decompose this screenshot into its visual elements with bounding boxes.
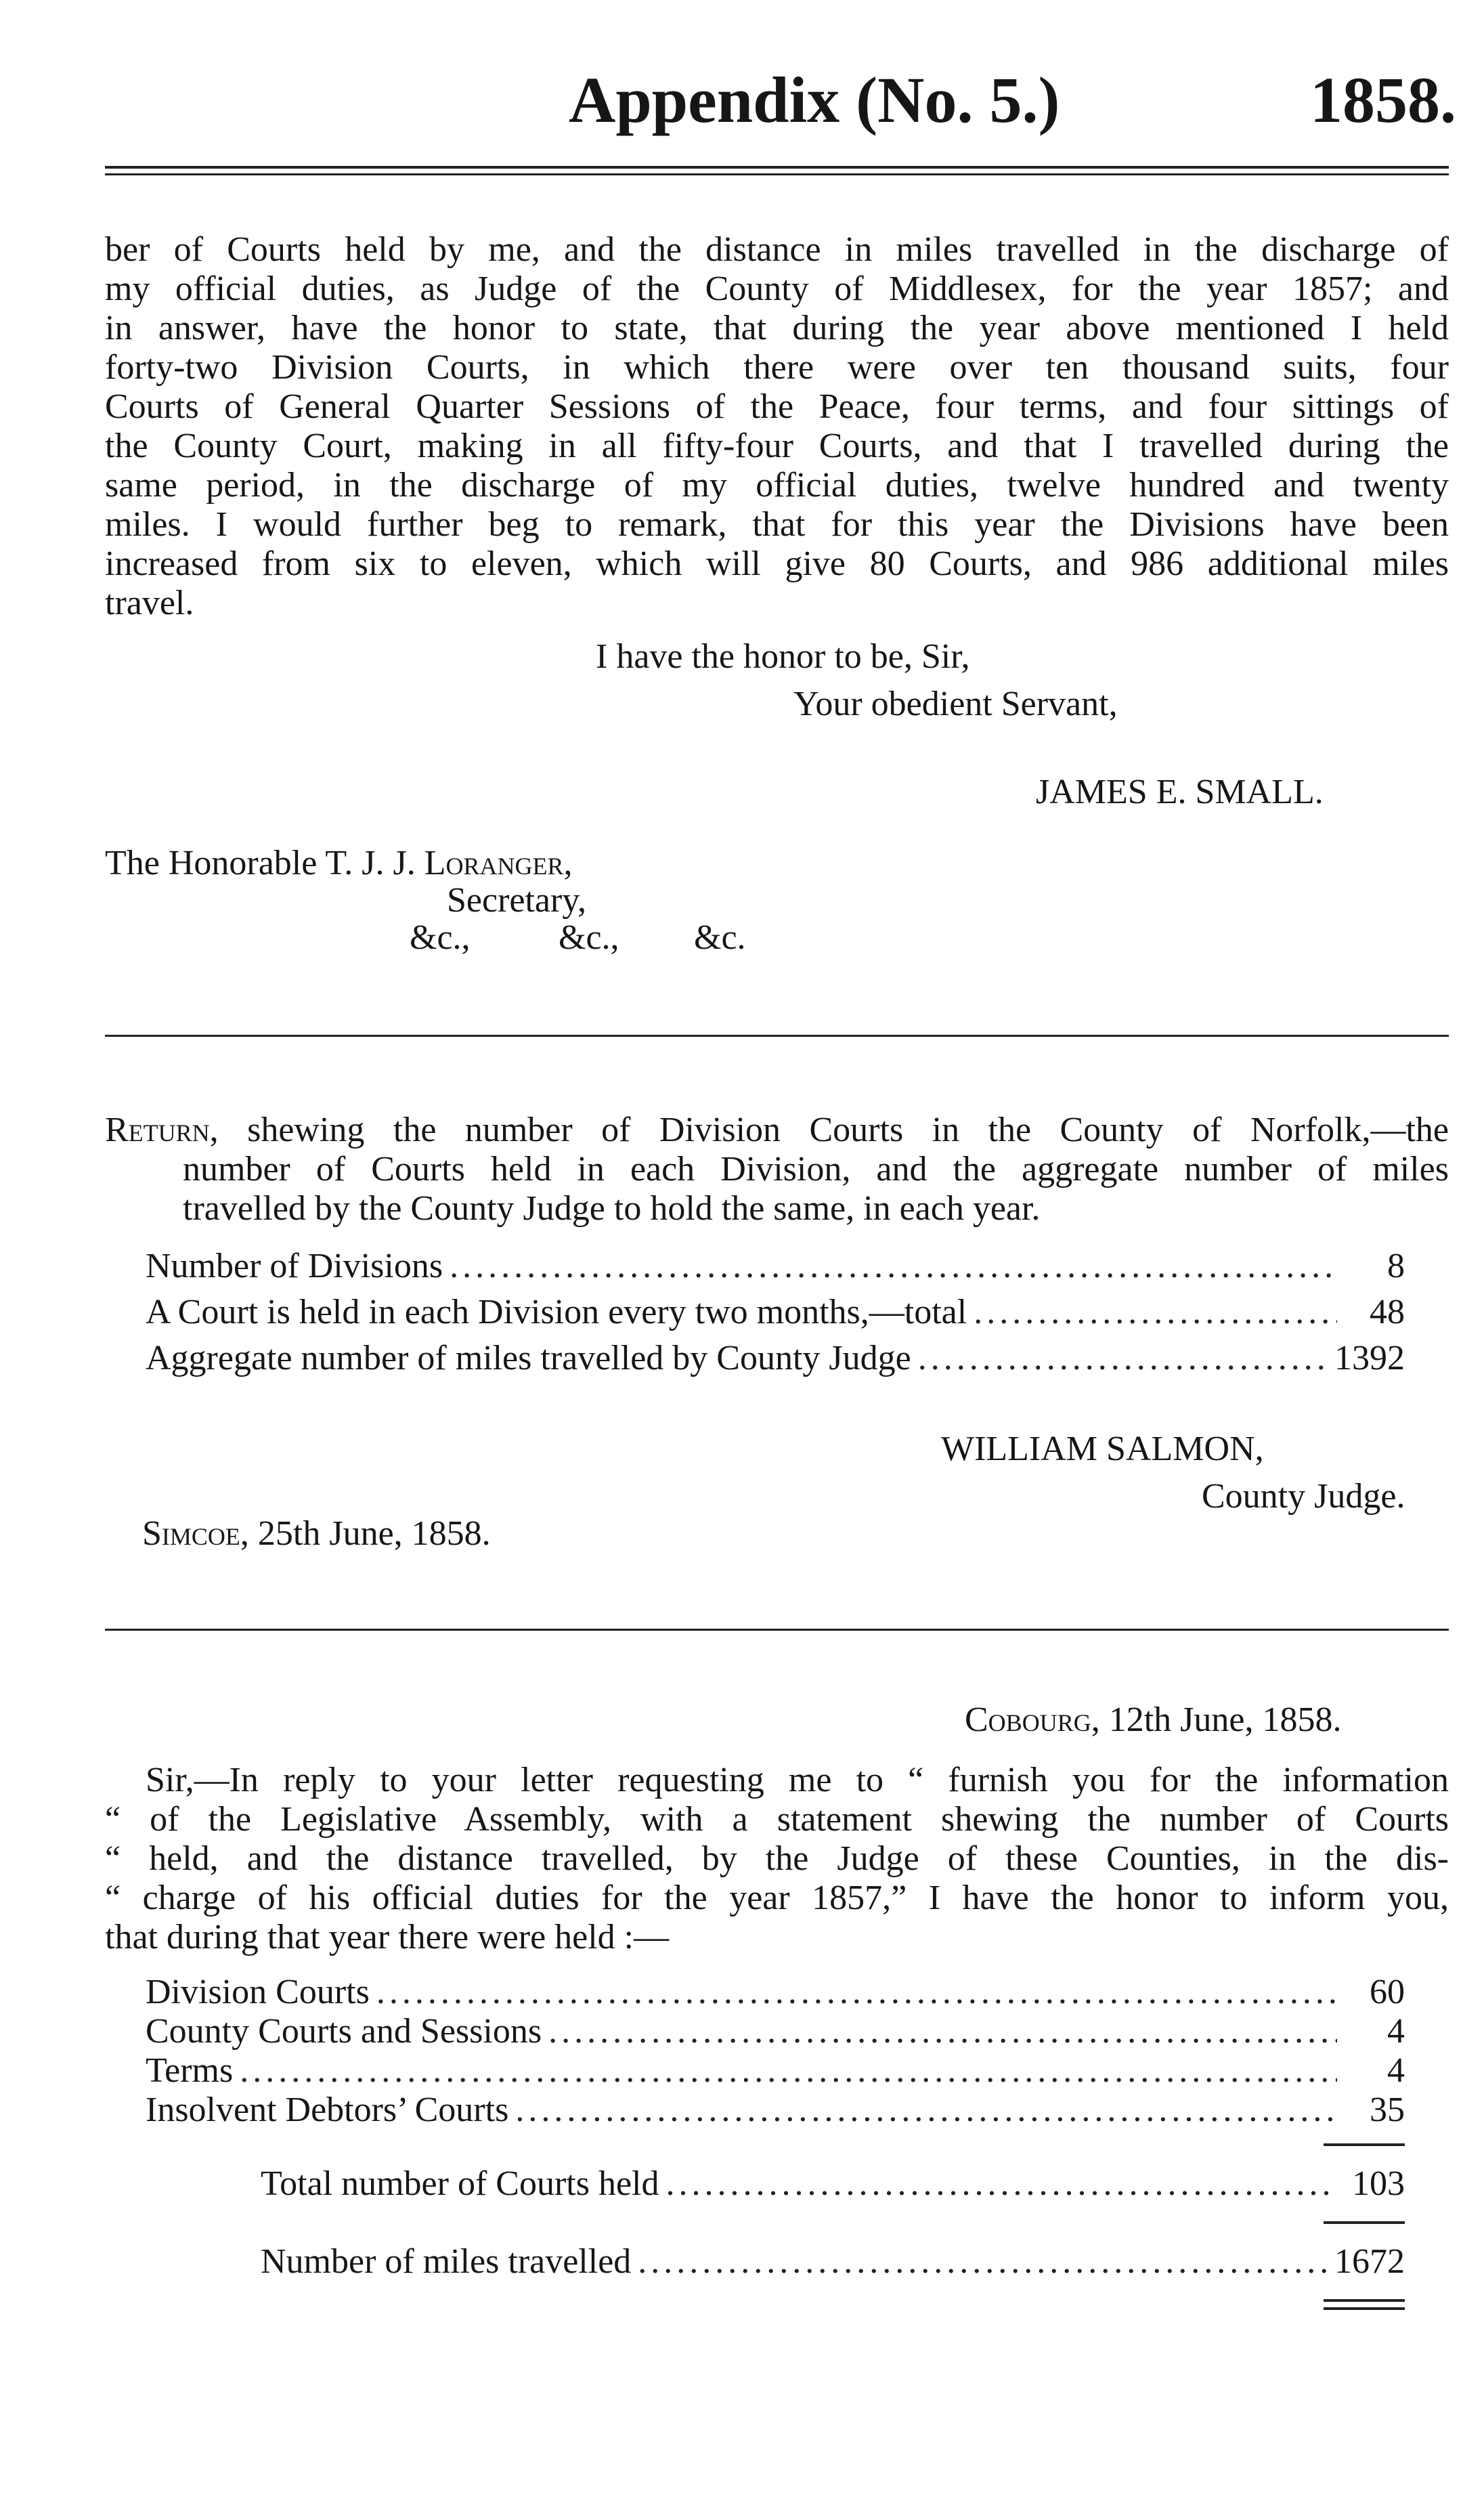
page-header-title: Appendix (No. 5.) <box>569 64 1060 136</box>
letter1-line: forty-two Division Courts, in which there were over ten thousand suits, four <box>105 348 1449 387</box>
sum-rule <box>1324 2143 1405 2146</box>
sum-rule <box>1324 2221 1405 2224</box>
return-line1: shewing the number of Division Courts in the County of Norfolk,—the <box>218 1111 1449 1149</box>
courts-row-value: 60 <box>1370 1973 1405 2011</box>
return-row-label: Aggregate number of miles travelled by County Judge <box>146 1339 911 1377</box>
return-intro-line <box>105 1111 1449 1150</box>
letter1-line: same period, in the discharge of my official duties, twelve hundred and twenty <box>105 466 1449 505</box>
addressee-title: Secretary, <box>447 881 586 920</box>
return-signature-title: County Judge. <box>1202 1477 1405 1516</box>
return-row <box>146 1246 1405 1287</box>
section-divider <box>105 1035 1449 1037</box>
return-row-value: 8 <box>1387 1247 1405 1285</box>
dot-leader <box>548 2011 1337 2052</box>
letter2-line: Sir,—In reply to your letter requesting me to “ furnish you for the information <box>146 1761 1449 1799</box>
addressee <box>105 843 573 883</box>
sum-rule <box>1324 2307 1405 2310</box>
addressee-name: Loranger, <box>424 844 573 882</box>
etc-2: &c., <box>559 918 619 957</box>
total-row <box>261 2164 1405 2204</box>
letter2-line: that during that year there were held :— <box>105 1918 670 1956</box>
letter1-line: the County Court, making in all fifty-four Courts, and that I travelled during the <box>105 427 1449 465</box>
letter1-line: my official duties, as Judge of the County of Middlesex, for the year 1857; and <box>105 270 1449 308</box>
courts-row <box>146 1972 1405 2013</box>
dot-leader <box>450 1246 1337 1287</box>
etc-1: &c., <box>410 918 471 957</box>
courts-row-label: Terms <box>146 2051 234 2090</box>
courts-row <box>146 2090 1405 2131</box>
closing-phrase: I have the honor to be, Sir, <box>596 637 970 676</box>
dot-leader <box>918 1338 1328 1379</box>
letter1-line: Courts of General Quarter Sessions of the Peace, four terms, and four sittings of <box>105 387 1449 426</box>
dot-leader <box>665 2164 1337 2204</box>
letter2-line: “ held, and the distance travelled, by the Judge of these Counties, in the dis- <box>105 1839 1449 1878</box>
letter1-line: in answer, have the honor to state, that during the year above mentioned I held <box>105 309 1449 347</box>
sum-rule <box>1324 2299 1405 2302</box>
header-double-rule <box>105 166 1449 175</box>
letter2-dateline <box>965 1700 1341 1740</box>
return-line: number of Courts held in each Division, and the aggregate number of miles <box>183 1150 1449 1189</box>
courts-row-label: Division Courts <box>146 1973 370 2011</box>
return-place: Simcoe, <box>142 1514 249 1553</box>
letter1-line: travel. <box>105 584 194 622</box>
letter2-date: 12th June, 1858. <box>1099 1700 1342 1739</box>
letter2-line: “ of the Legislative Assembly, with a statement shewing the number of Courts <box>105 1800 1449 1839</box>
total-value: 103 <box>1352 2164 1405 2203</box>
closing-servant: Your obedient Servant, <box>793 685 1118 723</box>
etc-3: &c. <box>694 918 746 957</box>
return-row-label: Number of Divisions <box>146 1247 443 1285</box>
letter1-line: increased from six to eleven, which will give 80 Courts, and 986 additional miles <box>105 544 1449 583</box>
courts-row-value: 4 <box>1387 2051 1405 2090</box>
miles-value: 1672 <box>1334 2242 1405 2281</box>
return-row <box>146 1292 1405 1333</box>
dot-leader <box>240 2051 1337 2091</box>
letter2-line: “ charge of his official duties for the year 1857,” I have the honor to inform you, <box>105 1879 1449 1917</box>
section-divider <box>105 1629 1449 1631</box>
dot-leader <box>974 1292 1337 1333</box>
dot-leader <box>376 1972 1337 2013</box>
courts-row-value: 35 <box>1370 2091 1405 2129</box>
courts-row <box>146 2011 1405 2052</box>
courts-row-value: 4 <box>1387 2012 1405 2051</box>
return-line: travelled by the County Judge to hold the same, in each year. <box>183 1189 1041 1228</box>
letter1-line: ber of Courts held by me, and the distance in miles travelled in the discharge of <box>105 230 1449 269</box>
return-row-value: 48 <box>1370 1293 1405 1331</box>
return-row-label: A Court is held in each Division every two months,—total <box>146 1293 967 1331</box>
total-label: Total number of Courts held <box>261 2164 659 2203</box>
miles-row <box>261 2242 1405 2282</box>
courts-row-label: County Courts and Sessions <box>146 2012 542 2051</box>
return-row-value: 1392 <box>1334 1339 1405 1377</box>
letter1-signature: JAMES E. SMALL. <box>1036 773 1324 811</box>
letter2-place: Cobourg, <box>965 1700 1100 1739</box>
addressee-prefix: The Honorable T. J. J. <box>105 844 424 882</box>
dot-leader <box>638 2242 1328 2282</box>
page-header-year: 1858. <box>1310 64 1456 136</box>
courts-row-label: Insolvent Debtors’ Courts <box>146 2091 509 2129</box>
return-lead: Return, <box>105 1111 219 1149</box>
return-date: 25th June, 1858. <box>248 1514 491 1553</box>
return-signature: WILLIAM SALMON, <box>941 1430 1264 1468</box>
letter1-line: miles. I would further beg to remark, that for this year the Divisions have been <box>105 505 1449 544</box>
return-dateline <box>142 1514 491 1554</box>
miles-label: Number of miles travelled <box>261 2242 632 2281</box>
courts-row <box>146 2051 1405 2091</box>
dot-leader <box>515 2090 1337 2131</box>
return-row <box>146 1338 1405 1379</box>
